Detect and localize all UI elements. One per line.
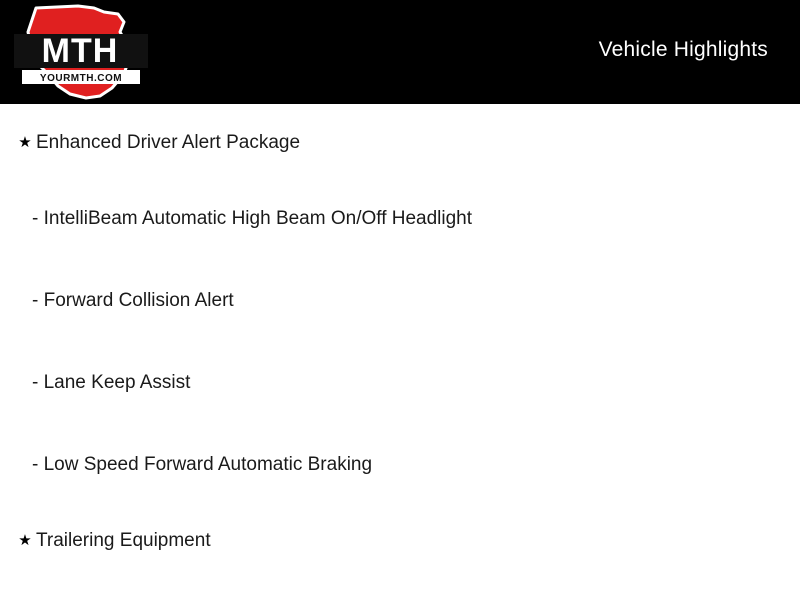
svg-text:YOURMTH.COM: YOURMTH.COM — [39, 73, 123, 84]
star-icon: ★ — [18, 532, 32, 549]
list-item — [0, 528, 800, 554]
list-item: - Forward Collision Alert — [32, 290, 234, 311]
star-icon: ★ — [18, 134, 32, 151]
page-title: Vehicle Highlights — [598, 38, 768, 61]
list-item-label: Trailering Equipment — [36, 530, 211, 551]
list-item: - IntelliBeam Automatic High Beam On/Off Headlight — [32, 208, 473, 229]
svg-text:MTH: MTH — [41, 32, 119, 70]
list-item — [0, 130, 800, 156]
mth-logo — [8, 2, 168, 102]
list-item: - Lane Keep Assist — [32, 372, 191, 393]
page-header — [0, 0, 800, 104]
list-item: - Low Speed Forward Automatic Braking — [32, 454, 373, 475]
slide-body — [0, 104, 800, 600]
list-item-label: Enhanced Driver Alert Package — [36, 132, 301, 153]
